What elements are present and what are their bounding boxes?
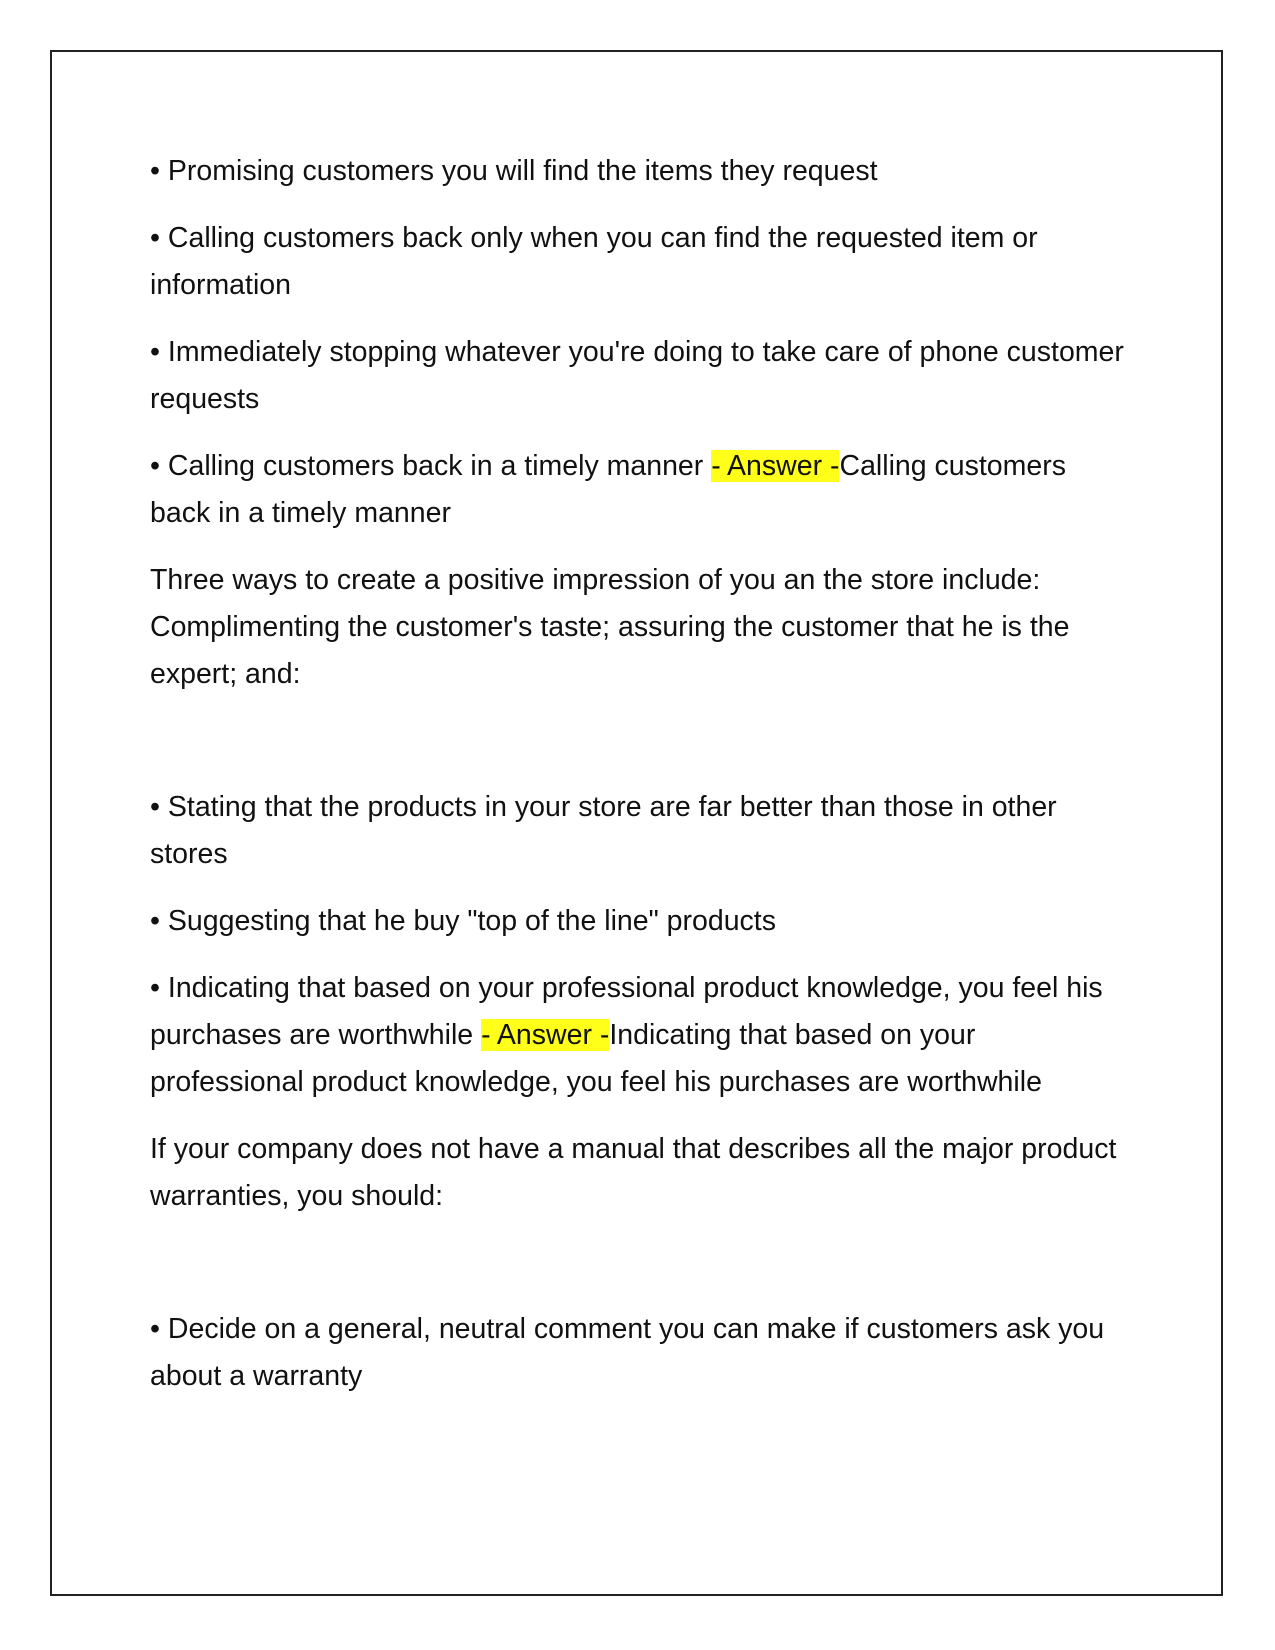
option-stop-immediately: • Immediately stopping whatever you're doing to take care of phone customer requests xyxy=(150,336,1124,415)
answer-text: Calling customers back in a timely manner xyxy=(150,450,1066,529)
option-call-back-timely-answer xyxy=(150,443,1125,537)
document-content xyxy=(150,148,1125,1420)
option-purchases-worthwhile-answer xyxy=(150,965,1125,1106)
question-warranty-manual: If your company does not have a manual that describes all the major product warranties, you should: xyxy=(150,1133,1117,1212)
option-find-items: • Promising customers you will find the items they request xyxy=(150,155,878,187)
option-products-better: • Stating that the products in your store are far better than those in other stores xyxy=(150,791,1057,870)
answer-highlight: - Answer - xyxy=(481,1019,610,1051)
option-text: • Calling customers back in a timely manner xyxy=(150,450,712,482)
option-neutral-comment: • Decide on a general, neutral comment you can make if customers ask you about a warranty xyxy=(150,1313,1105,1392)
answer-highlight: - Answer - xyxy=(711,450,840,482)
option-top-of-line: • Suggesting that he buy "top of the line" products xyxy=(150,905,776,937)
option-call-back-only-when-found: • Calling customers back only when you can find the requested item or information xyxy=(150,222,1038,301)
answer-text: Indicating that based on your professional product knowledge, you feel his purchases are worthwhile xyxy=(150,1019,1042,1098)
option-text: • Indicating that based on your professional product knowledge, you feel his purchases are worthwhile xyxy=(150,972,1103,1051)
question-positive-impression: Three ways to create a positive impression of you an the store include: Complimenting the customer's taste; assuring the customer that he is the expert; and: xyxy=(150,564,1070,690)
